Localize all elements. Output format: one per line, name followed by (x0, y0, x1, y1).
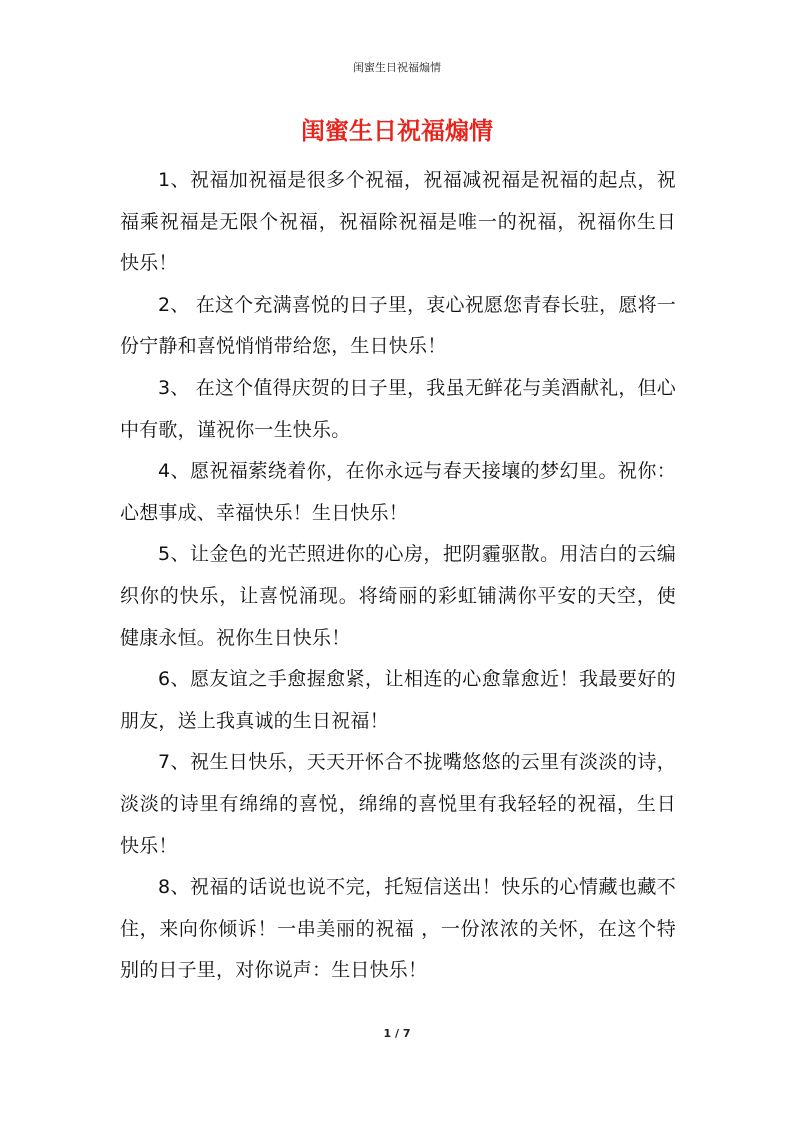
running-header: 闺蜜生日祝福煽情 (353, 61, 441, 74)
paragraph: 1、祝福加祝福是很多个祝福，祝福减祝福是祝福的起点，祝福乘祝福是无限个祝福，祝福除祝福是唯一的祝福，祝福你生日快乐！ (120, 169, 676, 275)
paragraph: 5、让金色的光芒照进你的心房，把阴霾驱散。用洁白的云编织你的快乐，让喜悦涌现。将绮丽的彩虹铺满你平安的天空，使健康永恒。祝你生日快乐！ (120, 543, 676, 649)
paragraph: 6、愿友谊之手愈握愈紧，让相连的心愈靠愈近！我最要好的朋友，送上我真诚的生日祝福！ (120, 668, 676, 732)
paragraph: 4、愿祝福萦绕着你，在你永远与春天接壤的梦幻里。祝你：心想事成、幸福快乐！生日快乐！ (120, 460, 676, 524)
document-title: 闺蜜生日祝福煽情 (301, 117, 493, 145)
paragraph: 7、祝生日快乐，天天开怀合不拢嘴悠悠的云里有淡淡的诗，淡淡的诗里有绵绵的喜悦，绵绵的喜悦里有我轻轻的祝福，生日快乐！ (120, 751, 676, 857)
page-number: 1 / 7 (383, 1027, 411, 1040)
paragraph: 8、祝福的话说也说不完，托短信送出！快乐的心情藏也藏不住，来向你倾诉！一串美丽的祝福 ，一份浓浓的关怀，在这个特别的日子里，对你说声：生日快乐！ (120, 876, 676, 982)
document-body (120, 160, 676, 992)
paragraph: 2、 在这个充满喜悦的日子里，衷心祝愿您青春长驻，愿将一份宁静和喜悦悄悄带给您，生日快乐！ (120, 293, 676, 358)
paragraph: 3、 在这个值得庆贺的日子里，我虽无鲜花与美酒献礼，但心中有歌，谨祝你一生快乐。 (120, 376, 676, 441)
